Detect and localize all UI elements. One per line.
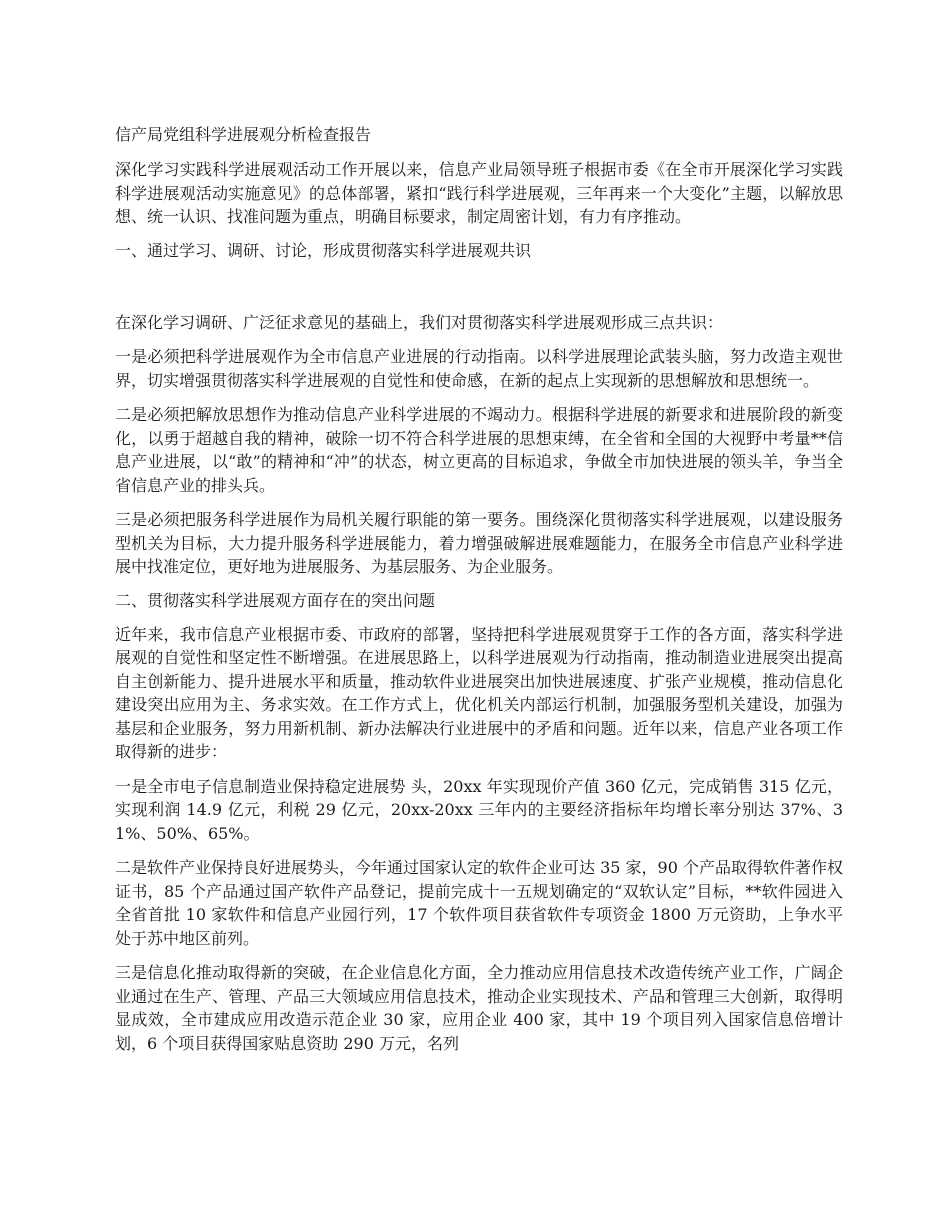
- section-1-point-3: 三是必须把服务科学进展作为局机关履行职能的第一要务。围绕深化贯彻落实科学进展观，以建设服务型机关为目标，大力提升服务科学进展能力，着力增强破解进展难题能力，在服务全市信息产业科学进展中找准定位，更好地为进展服务、为基层服务、为企业服务。: [115, 510, 843, 576]
- section-2-heading: 二、贯彻落实科学进展观方面存在的突出问题: [115, 590, 436, 610]
- section-1-point-1: 一是必须把科学进展观作为全市信息产业进展的行动指南。以科学进展理论武装头脑，努力改造主观世界，切实增强贯彻落实科学进展观的自觉性和使命感，在新的起点上实现新的思想解放和思想统一。: [115, 347, 843, 390]
- section-2-point-3: 三是信息化推动取得新的突破，在企业信息化方面，全力推动应用信息技术改造传统产业工作，广阔企业通过在生产、管理、产品三大领域应用信息技术，推动企业实现技术、产品和管理三大创新，取得明显成效，全市建成应用改造示范企业 30 家，应用企业 400 家，其中 19 个项目列入国家信息倍增计划，6 个项目获得国家贴息资助 290 万元，名列: [115, 963, 843, 1053]
- section-2-point-2: 二是软件产业保持良好进展势头，今年通过国家认定的软件企业可达 35 家，90 个产品取得软件著作权证书，85 个产品通过国产软件产品登记，提前完成十一五规划确定的“双软认定”目标，**软件园进入全省首批 10 家软件和信息产业园行列，17 个软件项目获省软件专项资金 1800 万元资助，上争水平处于苏中地区前列。: [115, 858, 843, 948]
- section-1-lead: 在深化学习调研、广泛征求意见的基础上，我们对贯彻落实科学进展观形成三点共识：: [115, 312, 724, 332]
- section-1-point-2: 二是必须把解放思想作为推动信息产业科学进展的不竭动力。根据科学进展的新要求和进展阶段的新变化，以勇于超越自我的精神，破除一切不符合科学进展的思想束缚，在全省和全国的大视野中考量**信息产业进展，以“敢”的精神和“冲”的状态，树立更高的目标追求，争做全市加快进展的领头羊，争当全省信息产业的排头兵。: [115, 405, 843, 495]
- section-2-point-1: 一是全市电子信息制造业保持稳定进展势 头，20xx 年实现现价产值 360 亿元，完成销售 315 亿元，实现利润 14.9 亿元，利税 29 亿元，20xx-20xx 三年内的主要经济指标年均增长率分别达 37%、31%、50%、65%。: [115, 776, 843, 843]
- section-2-lead: 近年来，我市信息产业根据市委、市政府的部署，坚持把科学进展观贯穿于工作的各方面，落实科学进展观的自觉性和坚定性不断增强。在进展思路上，以科学进展观为行动指南，推动制造业进展突出提高自主创新能力、提升进展水平和质量，推动软件业进展突出加快进展速度、扩张产业规模，推动信息化建设突出应用为主、务求实效。在工作方式上，优化机关内部运行机制，加强服务型机关建设，加强为基层和企业服务，努力用新机制、新办法解决行业进展中的矛盾和问题。近年以来，信息产业各项工作取得新的进步：: [115, 624, 843, 761]
- document-title: 信产局党组科学进展观分析检查报告: [115, 125, 372, 144]
- document-page: [115, 124, 843, 1066]
- intro-paragraph: 深化学习实践科学进展观活动工作开展以来，信息产业局领导班子根据市委《在全市开展深化学习实践科学进展观活动实施意见》的总体部署，紧扣“践行科学进展观，三年再来一个大变化”主题，以解放思想、统一认识、找准问题为重点，明确目标要求，制定周密计划，有力有序推动。: [115, 160, 843, 226]
- spacer: [115, 273, 843, 311]
- section-1-heading: 一、通过学习、调研、讨论，形成贯彻落实科学进展观共识: [115, 240, 532, 260]
